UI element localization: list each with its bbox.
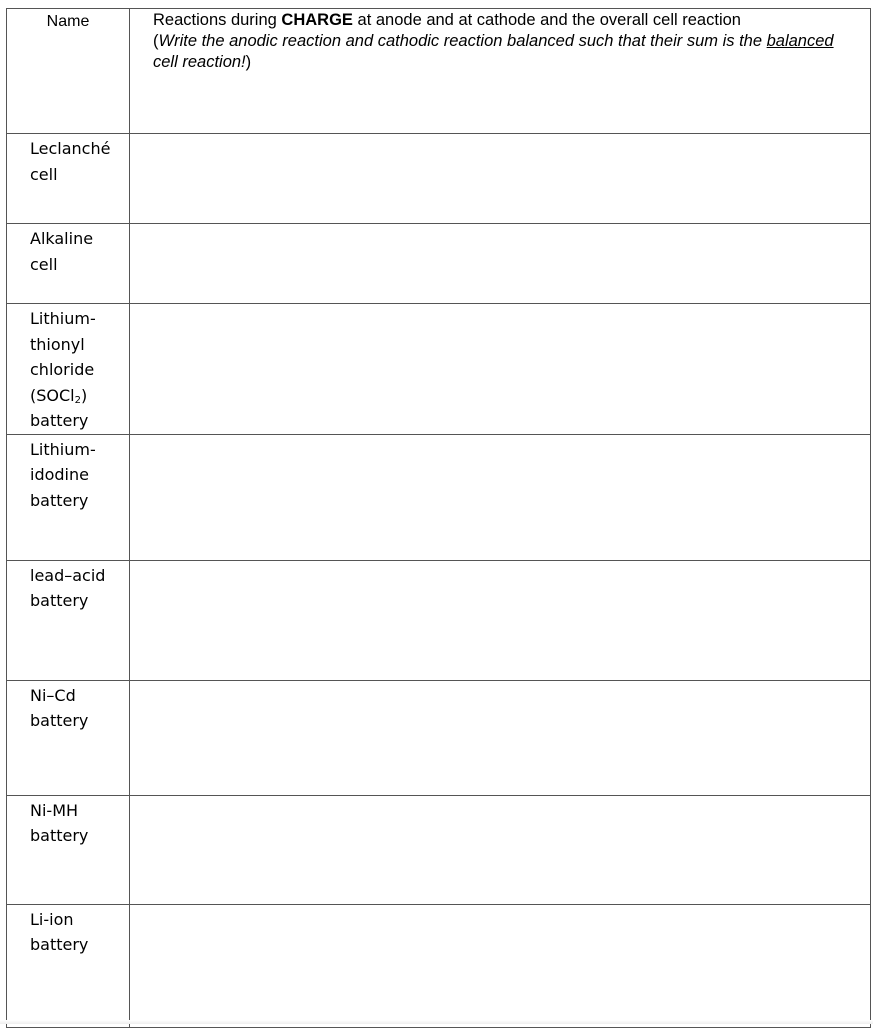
reactions-column-header	[130, 9, 870, 73]
reaction-answer-cell[interactable]	[130, 795, 871, 904]
battery-name-line: cell	[30, 164, 58, 184]
battery-name-line: chloride	[30, 360, 95, 379]
row-name-cell	[7, 304, 130, 435]
table-row	[7, 560, 871, 680]
battery-name-line: lead–acid	[30, 565, 106, 585]
battery-name-line: Lithium-	[30, 439, 96, 459]
row-name-cell	[7, 680, 130, 795]
table-row	[7, 224, 871, 304]
reaction-answer-cell[interactable]	[130, 680, 871, 795]
row-name-cell	[7, 224, 130, 304]
battery-name-line: battery	[30, 711, 89, 730]
battery-name-line: battery	[30, 411, 89, 430]
reaction-answer-cell[interactable]	[130, 224, 871, 304]
header-reactions-cell	[130, 9, 871, 134]
battery-name-line: Lithium-	[30, 309, 96, 328]
battery-name-line: battery	[30, 591, 89, 610]
header-line1-pre: Reactions during	[153, 11, 282, 29]
reaction-answer-cell[interactable]	[130, 560, 871, 680]
battery-name-line: Li-ion	[30, 909, 74, 929]
header-name-cell	[7, 9, 130, 134]
battery-name	[7, 304, 129, 434]
battery-name-line: Alkaline	[30, 229, 94, 248]
battery-name-line: Ni–Cd	[30, 685, 76, 705]
reaction-answer-cell[interactable]	[130, 434, 871, 560]
subscript: 2	[74, 394, 81, 406]
battery-name	[7, 561, 129, 614]
battery-name-line: thionyl	[30, 334, 85, 354]
battery-name-line: battery	[30, 826, 89, 845]
battery-name-line: Leclanché	[30, 139, 111, 158]
battery-name-line: battery	[30, 490, 89, 510]
battery-name-line: battery	[30, 935, 89, 954]
battery-name	[7, 905, 129, 958]
header-line1-post: at anode and at cathode and the overall cell reaction	[352, 11, 741, 29]
header-charge-bold: CHARGE	[281, 11, 353, 29]
table-row	[7, 434, 871, 560]
header-instruction-close: )	[245, 53, 252, 71]
battery-name-line: idodine	[30, 465, 89, 484]
battery-name	[7, 681, 129, 734]
battery-reactions-table	[6, 8, 871, 1028]
table-row	[7, 304, 871, 435]
battery-name	[7, 796, 129, 849]
worksheet	[6, 8, 869, 1024]
table-row	[7, 680, 871, 795]
battery-name	[7, 134, 129, 187]
row-name-cell	[7, 434, 130, 560]
battery-name-line: Ni-MH	[30, 800, 79, 820]
row-name-cell	[7, 904, 130, 1027]
header-row	[7, 9, 871, 134]
battery-name-line: (SOCl	[30, 385, 75, 405]
table-row	[7, 795, 871, 904]
table-row	[7, 134, 871, 224]
header-instruction-underlined: balanced	[766, 32, 834, 50]
battery-name	[7, 224, 129, 277]
header-instruction-italic-end: cell reaction!	[153, 53, 246, 71]
battery-name-line: cell	[30, 254, 58, 274]
battery-name	[7, 435, 129, 514]
reaction-answer-cell[interactable]	[130, 134, 871, 224]
header-instruction-italic: Write the anodic reaction and cathodic reaction balanced such that their sum is the	[158, 32, 767, 50]
reaction-answer-cell[interactable]	[130, 904, 871, 1027]
table-row	[7, 904, 871, 1027]
row-name-cell	[7, 795, 130, 904]
header-instruction-open: (	[153, 32, 159, 50]
row-name-cell	[7, 560, 130, 680]
name-column-header: Name	[46, 13, 90, 30]
page-bottom-edge	[0, 1020, 873, 1024]
row-name-cell	[7, 134, 130, 224]
reaction-answer-cell[interactable]	[130, 304, 871, 435]
battery-name-line: )	[80, 385, 88, 405]
